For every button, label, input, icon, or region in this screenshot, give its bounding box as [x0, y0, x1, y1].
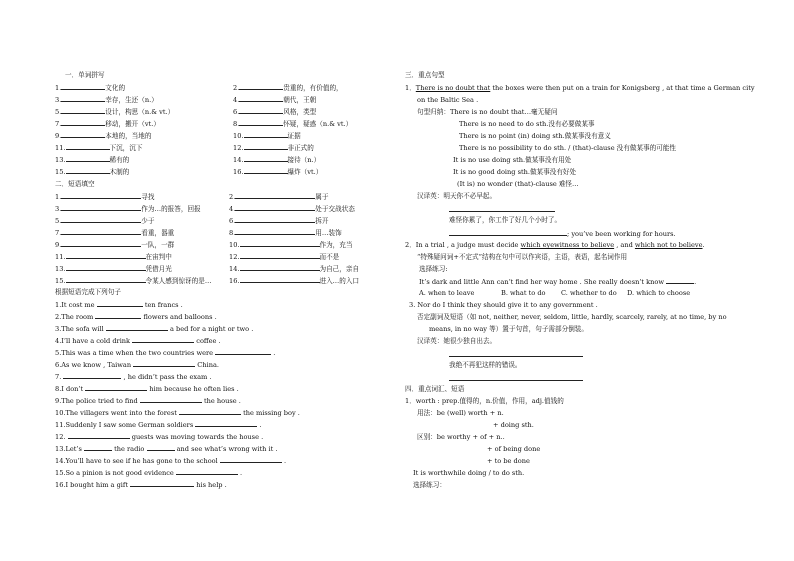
- answer-blank[interactable]: [61, 82, 105, 90]
- section-title-sentences: 根据短语完成下列句子: [55, 288, 121, 296]
- phrase-item: 13. 凭借月光: [55, 265, 172, 273]
- practice-label: 选择练习:: [419, 265, 448, 273]
- vocabulary-item: 2. 贵重的，有价值的，: [233, 84, 343, 92]
- translation-answer: ; you’ve been working for hours.: [449, 228, 676, 241]
- vocabulary-item: 12. 非正式的: [233, 144, 314, 152]
- answer-blank[interactable]: [66, 142, 110, 150]
- difference-line: 区别：be worthy + of + n..: [417, 433, 505, 441]
- answer-line: [449, 211, 555, 212]
- answer-blank[interactable]: [61, 106, 105, 114]
- phrase-item: 15. 令某人感到惊讶的是…: [55, 277, 212, 285]
- answer-blank[interactable]: [66, 275, 146, 283]
- answer-blank[interactable]: [97, 299, 143, 307]
- pattern-item-1-cont: on the Baltic Sea .: [417, 96, 479, 104]
- section-title-vocab-phrases: 四．重点词汇、短语: [405, 385, 465, 393]
- usage-line: 用法：be (well) worth + n.: [417, 409, 504, 417]
- answer-blank[interactable]: [239, 118, 283, 126]
- phrase-item: 5. 少于: [55, 217, 155, 225]
- difference-line: + of being done: [487, 445, 541, 453]
- answer-blank[interactable]: [240, 239, 320, 247]
- answer-blank[interactable]: [239, 82, 283, 90]
- sentence-item: 1.It cost me ten francs .: [55, 301, 183, 309]
- sentence-item: 7. , he didn’t pass the exam .: [55, 373, 212, 381]
- translation-task: 汉译英：明天你不必早起。: [417, 192, 497, 200]
- answer-blank[interactable]: [61, 239, 141, 247]
- translation-task: 汉译英：她很少独自出去。: [417, 337, 497, 345]
- phrase-item: 4. 处于交战状态: [229, 205, 355, 213]
- vocabulary-item: 8. 怀疑，疑惑（n.& vt.）: [233, 120, 353, 128]
- answer-blank[interactable]: [240, 251, 320, 259]
- phrase-item: 16. 进入…的入口: [229, 277, 360, 285]
- answer-blank[interactable]: [244, 166, 288, 174]
- answer-blank[interactable]: [240, 275, 320, 283]
- answer-blank[interactable]: [235, 227, 315, 235]
- answer-blank[interactable]: [235, 203, 315, 211]
- answer-blank[interactable]: [195, 419, 257, 427]
- answer-line: [449, 380, 583, 381]
- translation-task: 难怪你累了，你工作了好几个小时了。: [449, 216, 562, 224]
- answer-blank[interactable]: [66, 263, 146, 271]
- answer-blank[interactable]: [61, 203, 141, 211]
- section-title-phrases: 二．短语填空: [55, 180, 95, 188]
- difference-line: + to be done: [487, 457, 530, 465]
- answer-blank[interactable]: [66, 166, 110, 174]
- answer-blank[interactable]: [130, 479, 194, 487]
- sentence-item: 9.The police tried to find the house .: [55, 397, 241, 405]
- answer-blank[interactable]: [147, 443, 175, 451]
- sentence-item: 13.Let’s the radio and see what’s wrong with it .: [55, 445, 278, 453]
- sentence-item: 2.The room flowers and balloons .: [55, 313, 217, 321]
- sentence-item: 4.I’ll have a cold drink coffee .: [55, 337, 221, 345]
- phrase-item: 1. 寻找: [55, 193, 155, 201]
- answer-blank[interactable]: [244, 154, 288, 162]
- answer-blank[interactable]: [61, 215, 141, 223]
- answer-blank[interactable]: [140, 395, 202, 403]
- practice-label: 选择练习：: [413, 481, 446, 489]
- answer-blank[interactable]: [235, 215, 315, 223]
- worthwhile-line: It is worthwhile doing / to do sth.: [413, 469, 525, 477]
- translation-task: 我绝不再犯这样的错误。: [449, 361, 522, 369]
- pattern-summary-label: 句型归纳：There is no doubt that…毫无疑问: [417, 108, 558, 116]
- sentence-item: 15.So a pinion is not good evidence .: [55, 469, 243, 477]
- vocabulary-item: 7. 移动，搬开（vt.）: [55, 120, 160, 128]
- phrase-item: 10. 作为，充当: [229, 241, 353, 249]
- option-c[interactable]: C. whether to do: [561, 289, 617, 297]
- answer-blank[interactable]: [132, 335, 194, 343]
- answer-blank[interactable]: [66, 154, 110, 162]
- section-title-vocabulary: 一．单词拼写: [65, 71, 105, 79]
- pattern-item-3: 3. Nor do I think they should give it to any government .: [409, 301, 598, 309]
- sentence-item: 3.The sofa will a bed for a night or two .: [55, 325, 254, 333]
- pattern-line: There is no point (in) doing sth.做某事没有意义: [459, 132, 611, 140]
- answer-blank[interactable]: [68, 431, 130, 439]
- answer-blank[interactable]: [244, 142, 288, 150]
- option-d[interactable]: D. which to choose: [627, 289, 691, 297]
- answer-blank[interactable]: [106, 323, 168, 331]
- vocabulary-item: 3. 幸存，生还（n.）: [55, 96, 158, 104]
- answer-blank[interactable]: [244, 130, 288, 138]
- section-title-patterns: 三．重点句型: [405, 71, 445, 79]
- vocabulary-item: 15. 木制的: [55, 168, 130, 176]
- pattern-line: It is no good doing sth.做某事没有好处: [453, 168, 577, 176]
- phrase-item: 7. 看重，器重: [55, 229, 175, 237]
- answer-blank[interactable]: [61, 118, 105, 126]
- vocabulary-item: 11. 下沉，沉下: [55, 144, 143, 152]
- worth-definition: 1．worth : prep.值得的，n.价值，作用，adj.值钱的: [405, 397, 564, 405]
- practice-question: It’s dark and little Ann can’t find her way home . She really doesn’t know .: [419, 278, 697, 286]
- option-b[interactable]: B. what to do: [501, 289, 546, 297]
- answer-blank[interactable]: [449, 228, 567, 236]
- sentence-item: 14.You’ll have to see if he has gone to the school .: [55, 457, 287, 465]
- vocabulary-item: 14. 接待（n.）: [233, 156, 321, 164]
- answer-blank[interactable]: [215, 347, 271, 355]
- answer-blank[interactable]: [61, 94, 105, 102]
- phrase-item: 14. 为自己，亲自: [229, 265, 360, 273]
- sentence-item: 5.This was a time when the two countries were .: [55, 349, 276, 357]
- sentence-item: 8.I don’t him because he often lies .: [55, 385, 239, 393]
- phrase-item: 9. 一队，一群: [55, 241, 175, 249]
- vocabulary-item: 10. 证据: [233, 132, 301, 140]
- pattern-line: There is no need to do sth.没有必要做某事: [459, 120, 595, 128]
- answer-blank[interactable]: [61, 130, 105, 138]
- sentence-item: 16.I bought him a gift his help .: [55, 481, 227, 489]
- pattern-line: (It is) no wonder (that)-clause 难怪…: [457, 180, 579, 188]
- phrase-item: 8. 用…装饰: [229, 229, 342, 237]
- vocabulary-item: 6. 风格，类型: [233, 108, 317, 116]
- vocabulary-item: 4. 朝代，王朝: [233, 96, 317, 104]
- answer-blank[interactable]: [239, 106, 283, 114]
- vocabulary-item: 5. 设计，构思（n.& vt.）: [55, 108, 175, 116]
- answer-blank[interactable]: [240, 263, 320, 271]
- pattern-item-1: 1．There is no doubt that the boxes were then put on a train for Konigsberg , at that time a German city: [405, 84, 755, 92]
- answer-blank[interactable]: [95, 311, 141, 319]
- answer-blank[interactable]: [235, 191, 315, 199]
- phrase-item: 11. 在宙判中: [55, 253, 172, 261]
- usage-line: + doing sth.: [493, 421, 534, 429]
- answer-line: [449, 356, 583, 357]
- pattern-item-3-note-cont: means, in no way 等）置于句首，句子需部分倒装。: [429, 325, 588, 333]
- pattern-line: It is no use doing sth.做某事没有用处: [453, 156, 572, 164]
- answer-blank[interactable]: [133, 359, 195, 367]
- answer-blank[interactable]: [63, 371, 121, 379]
- answer-blank[interactable]: [220, 455, 282, 463]
- sentence-item: 12. guests was moving towards the house .: [55, 433, 264, 441]
- answer-blank[interactable]: [61, 227, 141, 235]
- answer-blank[interactable]: [239, 94, 283, 102]
- answer-blank[interactable]: [179, 407, 241, 415]
- vocabulary-item: 9. 本地的，当地的: [55, 132, 152, 140]
- pattern-line: There is no possibility to do sth. / (that)-clause 没有做某事的可能性: [459, 144, 677, 152]
- phrase-item: 2. 属于: [229, 193, 329, 201]
- vocabulary-item: 13. 稀有的: [55, 156, 130, 164]
- sentence-item: 6.As we know , Taiwan China.: [55, 361, 219, 369]
- sentence-item: 11.Suddenly I saw some German soldiers .: [55, 421, 262, 429]
- answer-blank[interactable]: [84, 443, 112, 451]
- answer-blank[interactable]: [61, 191, 141, 199]
- sentence-item: 10.The villagers went into the forest the missing boy .: [55, 409, 300, 417]
- answer-blank[interactable]: [176, 467, 238, 475]
- pattern-item-2-note: “特殊疑问词+不定式”结构在句中可以作宾语，主语，表语，起名词作用: [417, 253, 628, 261]
- phrase-item: 3. 作为…的报答，回报: [55, 205, 201, 213]
- pattern-item-2: 2．In a trial , a judge must decide which eyewitness to believe , and which not to believe.: [405, 241, 705, 249]
- vocabulary-item: 16. 爆炸（vt.）: [233, 168, 323, 176]
- option-a[interactable]: A. when to leave: [419, 289, 475, 297]
- pattern-item-3-note: 否定副词及短语（如 not, neither, never, seldom, little, hardly, scarcely, rarely, at no time, by no: [417, 313, 727, 321]
- answer-blank[interactable]: [66, 251, 146, 259]
- answer-blank[interactable]: [666, 276, 694, 284]
- phrase-item: 6. 拆开: [229, 217, 329, 225]
- answer-blank[interactable]: [85, 383, 147, 391]
- vocabulary-item: 1. 文化的: [55, 84, 126, 92]
- phrase-item: 12. 而不是: [229, 253, 340, 261]
